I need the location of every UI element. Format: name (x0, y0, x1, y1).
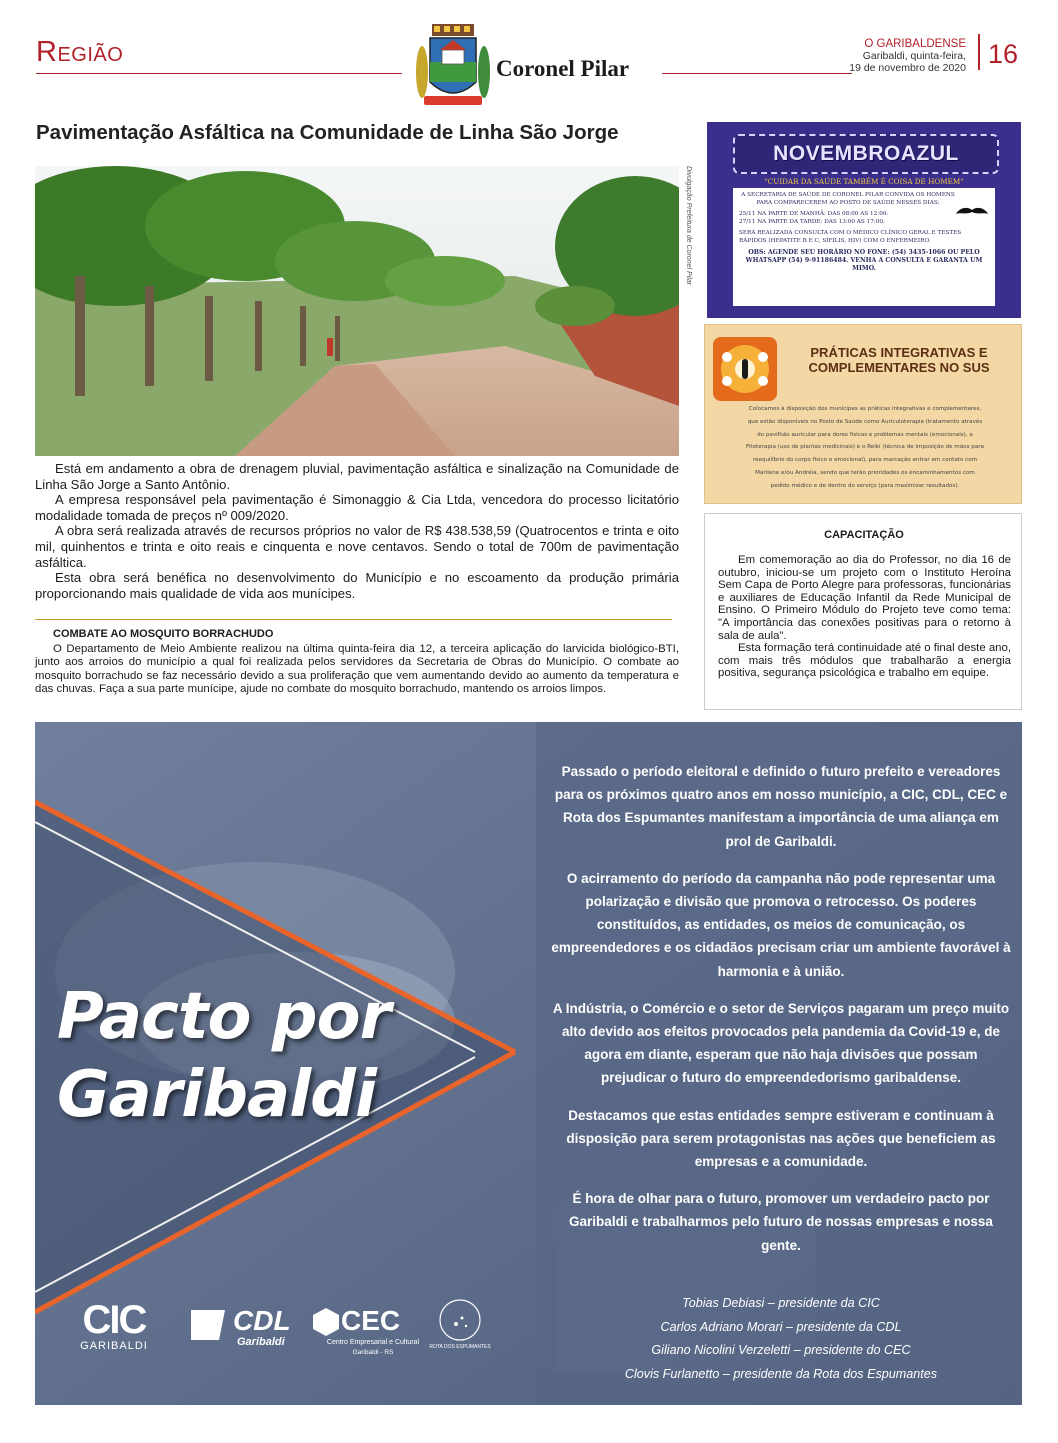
article-title: Pavimentação Asfáltica na Comunidade de Linha São Jorge (36, 121, 619, 144)
signature: Clovis Furlanetto – presidente da Rota dos Espumantes (624, 1366, 938, 1381)
road-photo (35, 166, 679, 456)
header-rule-right (662, 73, 852, 74)
novembro-info (733, 188, 995, 306)
ad-paragraph: O acirramento do período da campanha não pode representar uma polarização e divisão que promova o retrocesso. Os poderes constituídos, as entidades, os meios de comunicação, os empreendedores e os cidadãos precisam criar um ambiente favorável à harmonia e à união. (551, 870, 1011, 979)
praticas-box (704, 324, 1022, 504)
article-paragraph: A obra será realizada através de recursos próprios no valor de R$ 438.538,59 (Quatrocentos e trinta e oito mil, quinhentos e trinta e oito reais e cinquenta e nove centavos. Sendo o total de 700m de pavimentação asfáltica. (35, 523, 679, 570)
cdl-logo-text: CDL (233, 1305, 291, 1336)
page-number: 16 (978, 34, 1018, 70)
capacitacao-body (718, 554, 1011, 680)
article-paragraph: Esta obra será benéfica no desenvolvimento do Município e no escoamento da produção primária proporcionando mais qualidade de vida aos munícipes. (35, 570, 679, 601)
cdl-logo-sub: Garibaldi (237, 1336, 285, 1348)
paper-name: O GARIBALDENSE (864, 38, 966, 50)
capacitacao-title: CAPACITAÇÃO (824, 529, 904, 541)
novembro-day1: 25/11 NA PARTE DE MANHÃ: DAS 08:00 AS 12:00. (739, 211, 889, 218)
paper-info (849, 38, 966, 74)
novembro-day2: 27/11 NA PARTE DA TARDE: DAS 13:00 AS 17:00. (739, 219, 885, 226)
signature: Giliano Nicolini Verzeletti – presidente do CEC (651, 1343, 911, 1357)
rota-emblem-icon (438, 1298, 482, 1342)
paper-date-line2: 19 de novembro de 2020 (849, 62, 966, 74)
article-separator (35, 619, 672, 620)
mustache-icon (955, 206, 989, 218)
praticas-title: PRÁTICAS INTEGRATIVAS E COMPLEMENTARES NO SUS (808, 345, 990, 375)
novembro-title: NOVEMBROAZUL (733, 134, 999, 174)
cic-logo-sub: GARIBALDI (80, 1340, 148, 1352)
coat-of-arms-icon (414, 22, 492, 108)
integrative-practices-icon (713, 337, 777, 401)
novembro-subtitle: "CUIDAR DA SAÚDE TAMBÉM É COISA DE HOMEM" (764, 177, 964, 186)
cic-logo-text: CIC (82, 1298, 146, 1342)
city-name: Coronel Pilar (496, 56, 630, 81)
capacitacao-paragraph: Esta formação terá continuidade até o final deste ano, com mais três módulos que trabalharão a energia positiva, segurança psicológica e trabalho em equipe. (718, 642, 1011, 680)
article-paragraph: A empresa responsável pela pavimentação é Simonaggio & Cia Ltda, vencedora do processo licitatório modalidade tomada de preços nº 009/2020. (35, 492, 679, 523)
novembro-obs: OBS: AGENDE SEU HORÁRIO NO FONE: (54) 3435-1066 OU PELO WHATSAPP (54) 9-91186484. VENHA A CONSULTA E GARANTA UM MIMO. (745, 248, 983, 272)
header-rule-left (36, 73, 402, 74)
ad-paragraph: É hora de olhar para o futuro, promover um verdadeiro pacto por Garibaldi e trabalharmos pelo futuro de nossas empresas e nossa gente. (569, 1191, 993, 1253)
article-paragraph: Está em andamento a obra de drenagem pluvial, pavimentação asfáltica e sinalização na Comunidade de Linha São Jorge a Santo Antônio. (35, 461, 679, 492)
ad-headline-line1: Pacto por (57, 980, 391, 1054)
signature: Tobias Debiasi – presidente da CIC (682, 1296, 880, 1310)
cdl-emblem-icon (187, 1306, 229, 1344)
article-body (35, 461, 679, 601)
mosquito-article (35, 628, 679, 697)
photo-credit: Divulgação Prefeitura de Coronel Pilar (685, 166, 692, 286)
cec-logo-text: CEC (341, 1305, 401, 1336)
novembro-consult: SERÁ REALIZADA CONSULTA COM O MÉDICO CLÍNICO GERAL E TESTES RÁPIDOS (HEPATITE B E C, SÍFILIS, HIV) COM O ENFERMEIRO. (739, 230, 962, 245)
capacitacao-paragraph: Em comemoração ao dia do Professor, no dia 16 de outubro, iniciou-se um projeto com o Instituto Heroína Sem Capa de Porto Alegre para professoras, funcionárias e auxiliares de Educação Infantil da Rede Municipal de Ensino. O Primeiro Módulo do Projeto teve como tema: "A importância das conexões positivas para o retorno à sala de aula". (718, 554, 1011, 642)
mosquito-text: O Departamento de Meio Ambiente realizou na última quinta-feira dia 12, a terceira aplicação do larvicida biológico-BTI, junto aos arroios do município a qual foi realizada pelos servidores da Secretaria de Obras do Município. O combate ao mosquito borrachudo se faz necessário devido a sua proliferação que vem aumentando devido ao aumento da temperatura e das chuvas. Faça a sua parte munícipe, ajude no combate do mosquito borrachudo, mantendo os arroios limpos. (35, 642, 679, 695)
ad-paragraph: A Indústria, o Comércio e o setor de Serviços pagaram um preço muito alto devido aos efeitos provocados pela pandemia da Covid-19 e, de agora em diante, esperam que não haja divisões que possam prejudicar o futuro do empreendedorismo garibaldense. (552, 1000, 1010, 1086)
mosquito-title: COMBATE AO MOSQUITO BORRACHUDO (53, 628, 274, 640)
section-title: Região (36, 36, 124, 68)
praticas-text: Colocamos à disposição dos munícipes as práticas integrativas e complementares, que estão disponíveis no Posto de Saúde como Auriculoterapia (tratamento através do pavilhão auricular para dores físicas e problemas mentais (emocionais), a Fitoterapia (uso de plantas medicinais) e o Reiki (técnica de imposição de mãos para reequilíbrio do corpo físico e emocional), para marcação entrar em contato com Marilene e/ou Andréia, sendo que terão prioridades os encaminhamentos com pedido médico e de dentro do serviço (para maximizar resultados). (746, 406, 984, 489)
cic-logo (69, 1300, 159, 1352)
cec-emblem-icon (313, 1308, 339, 1336)
ad-paragraph: Passado o período eleitoral e definido o futuro prefeito e vereadores para os próximos quatro anos em nosso município, a CIC, CDL, CEC e Rota dos Espumantes manifestam a importância de uma aliança em prol de Garibaldi. (554, 764, 1008, 849)
signature: Carlos Adriano Morari – presidente da CDL (660, 1319, 902, 1334)
cec-logo-sub2: Garibaldi - RS (352, 1349, 394, 1356)
ad-paragraph: Destacamos que estas entidades sempre estiveram e continuam à disposição para serem protagonistas nas ações que beneficiem as empresas e a comunidade. (566, 1107, 996, 1170)
rota-logo (425, 1298, 495, 1350)
ad-message (550, 760, 1012, 1271)
capacitacao-box (704, 513, 1022, 710)
ad-headline-line2: Garibaldi (57, 1058, 376, 1132)
paper-date-line1: Garibaldi, quinta-feira, (862, 50, 966, 62)
rota-logo-text: ROTA DOS ESPUMANTES (429, 1344, 491, 1350)
ad-headline (57, 978, 390, 1134)
novembro-azul-box (707, 122, 1021, 318)
pacto-ad (35, 722, 1022, 1405)
ad-signatures (550, 1292, 1012, 1386)
novembro-intro: A SECRETARIA DE SAÚDE DE CORONEL PILAR CONVIDA OS HOMENS PARA COMPARECEREM AO POSTO DE SAÚDE NESSES DIAS: (741, 192, 955, 207)
cec-logo-sub: Centro Empresarial e Cultural (326, 1339, 420, 1346)
